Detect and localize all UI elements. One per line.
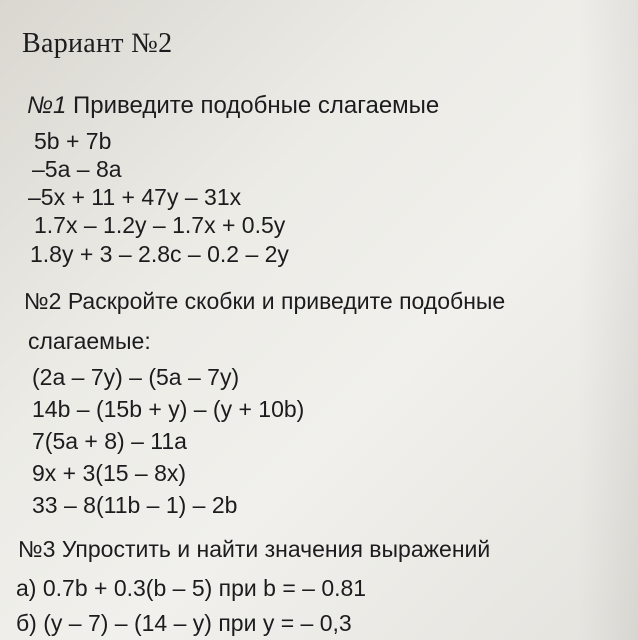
task2-item-3: 7(5a + 8) – 11a (32, 428, 187, 454)
task1-heading-text: Приведите подобные слагаемые (73, 92, 440, 119)
task2-item-5: 33 – 8(11b – 1) – 2b (32, 492, 238, 518)
task2-heading-line2: слагаемые: (28, 328, 151, 354)
page-shadow (578, 0, 638, 640)
task1-item-4: 1.7x – 1.2y – 1.7x + 0.5y (34, 212, 286, 238)
task1-item-5: 1.8y + 3 – 2.8c – 0.2 – 2y (30, 241, 289, 267)
task1-heading (27, 92, 439, 120)
task3-heading: №3 Упростить и найти значения выражений (18, 536, 491, 562)
task1-item-3: –5x + 11 + 47y – 31x (28, 184, 242, 210)
task3-item-b: б) (y – 7) – (14 – y) при y = – 0,3 (16, 610, 352, 636)
worksheet-title: Вариант №2 (22, 28, 173, 59)
task2-item-4: 9x + 3(15 – 8x) (32, 460, 187, 486)
task2-heading-line1: №2 Раскройте скобки и приведите подобные (24, 288, 506, 314)
task1-item-2: –5a – 8a (32, 156, 122, 182)
task1-number: №1 (27, 92, 67, 119)
task1-item-1: 5b + 7b (34, 128, 112, 154)
task3-item-a: а) 0.7b + 0.3(b – 5) при b = – 0.81 (16, 575, 367, 601)
task2-item-2: 14b – (15b + y) – (y + 10b) (32, 396, 305, 422)
task2-item-1: (2a – 7y) – (5a – 7y) (32, 364, 240, 390)
